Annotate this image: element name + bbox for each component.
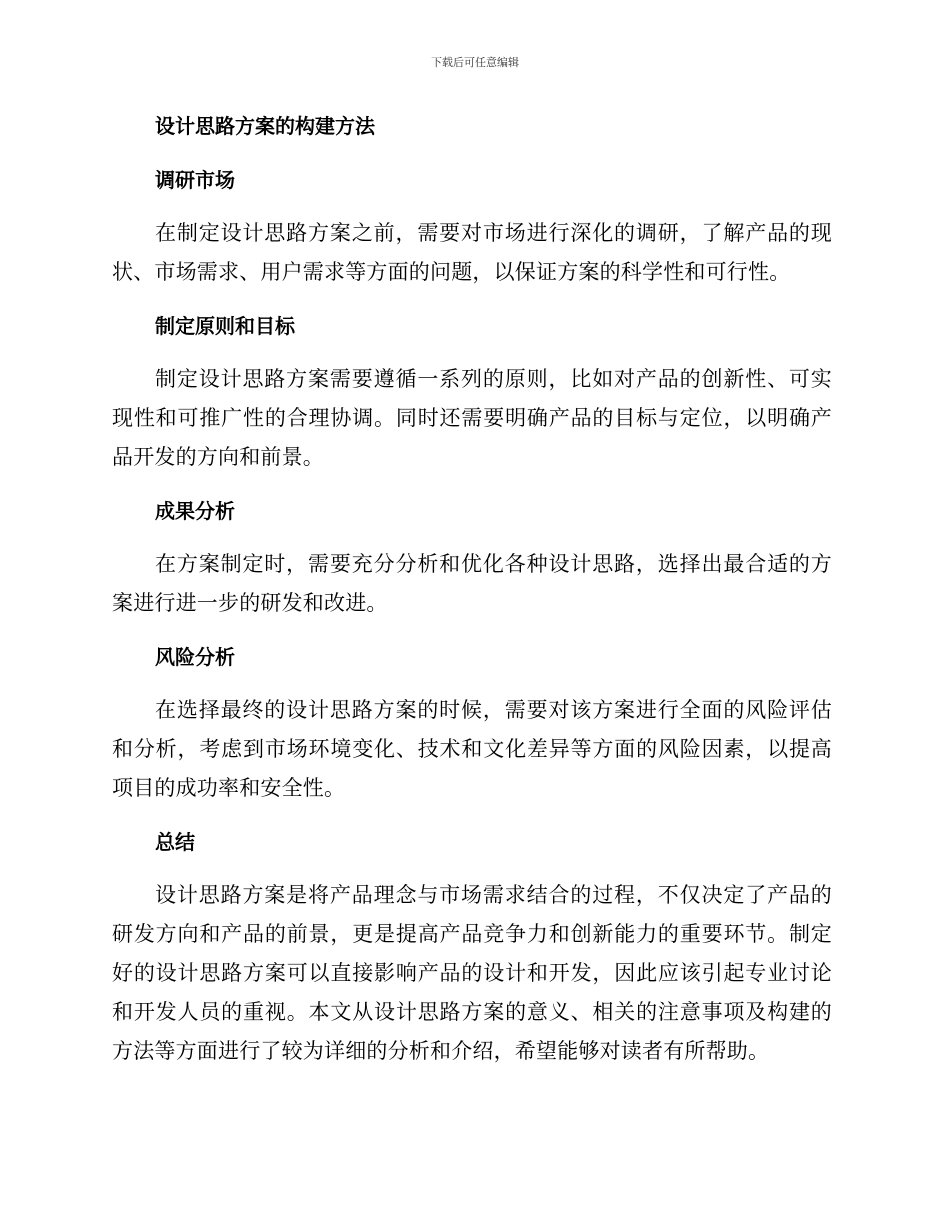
document-content xyxy=(112,110,832,1089)
page-header: 下载后可任意编辑 xyxy=(431,56,519,69)
section-body-market-research: 在制定设计思路方案之前，需要对市场进行深化的调研，了解产品的现状、市场需求、用户需求等方面的问题，以保证方案的科学性和可行性。 xyxy=(112,221,832,284)
section-heading-risk-analysis: 风险分析 xyxy=(155,645,235,669)
section-body-summary: 设计思路方案是将产品理念与市场需求结合的过程，不仅决定了产品的研发方向和产品的前景，更是提高产品竞争力和创新能力的重要环节。制定好的设计思路方案可以直接影响产品的设计和开发，因此应该引起专业讨论和开发人员的重视。本文从设计思路方案的意义、相关的注意事项及构建的方法等方面进行了较为详细的分析和介绍，希望能够对读者有所帮助。 xyxy=(112,883,832,1063)
document-title: 设计思路方案的构建方法 xyxy=(155,114,375,138)
section-body-risk-analysis: 在选择最终的设计思路方案的时候，需要对该方案进行全面的风险评估和分析，考虑到市场环境变化、技术和文化差异等方面的风险因素，以提高项目的成功率和安全性。 xyxy=(112,698,832,800)
section-heading-market-research: 调研市场 xyxy=(155,168,235,192)
section-heading-summary: 总结 xyxy=(155,830,195,854)
section-heading-results-analysis: 成果分析 xyxy=(155,499,235,523)
section-body-results-analysis: 在方案制定时，需要充分分析和优化各种设计思路，选择出最合适的方案进行进一步的研发和改进。 xyxy=(112,552,832,615)
section-body-principles-goals: 制定设计思路方案需要遵循一系列的原则，比如对产品的创新性、可实现性和可推广性的合理协调。同时还需要明确产品的目标与定位，以明确产品开发的方向和前景。 xyxy=(112,367,832,469)
section-heading-principles-goals: 制定原则和目标 xyxy=(155,314,295,338)
